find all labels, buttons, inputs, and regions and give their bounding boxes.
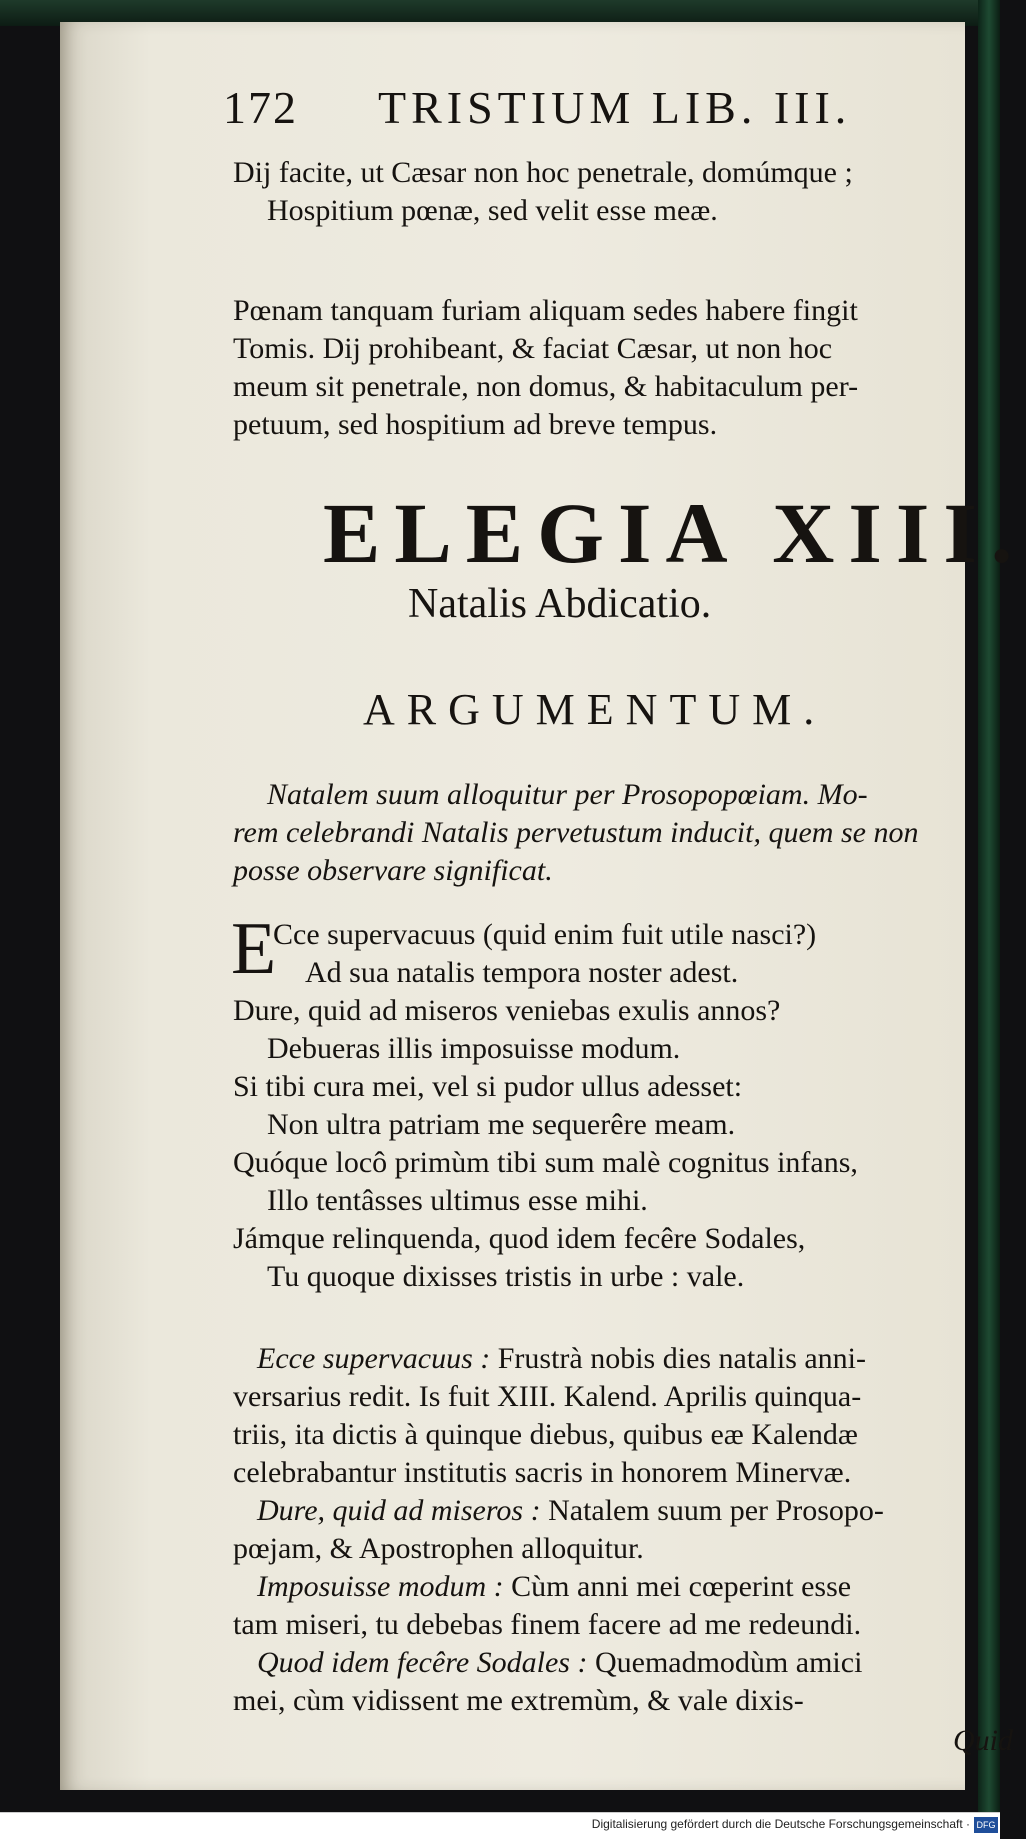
elegy-subtitle: Natalis Abdicatio.	[408, 581, 712, 627]
page-number: 172	[223, 82, 298, 133]
note-line: mei, cùm vidissent me extremùm, & vale dixis-	[233, 1684, 804, 1717]
poem-line: Debueras illis imposuisse modum.	[267, 1032, 681, 1065]
poem-line: Si tibi cura mei, vel si pudor ullus adesset:	[233, 1070, 743, 1103]
argument-line: rem celebrandi Natalis pervetustum inducit, quem se non	[233, 816, 919, 849]
note-text: Quemadmodùm amici	[594, 1646, 863, 1679]
drop-cap: E	[231, 908, 277, 990]
book-title: TRISTIUM LIB. III.	[378, 82, 852, 133]
note-line: pœjam, & Apostrophen alloquitur.	[233, 1532, 644, 1565]
argument-line: posse observare significat.	[233, 854, 553, 887]
poem-line: Illo tentâsses ultimus esse mihi.	[267, 1184, 648, 1217]
note-line	[257, 1644, 862, 1682]
note-line	[257, 1492, 884, 1530]
note-text: Frustrà nobis dies natalis anni-	[497, 1342, 867, 1375]
poem-line: Tu quoque dixisses tristis in urbe : vale.	[267, 1260, 745, 1293]
verse-line: Dij facite, ut Cæsar non hoc penetrale, domúmque ;	[233, 156, 853, 189]
poem-line: Cce supervacuus (quid enim fuit utile nasci?)	[273, 918, 817, 951]
note-line	[257, 1340, 866, 1378]
note-lemma: Ecce supervacuus :	[257, 1342, 491, 1375]
note-lemma: Dure, quid ad miseros :	[257, 1494, 541, 1527]
poem-line: Ad sua natalis tempora noster adest.	[305, 956, 739, 989]
argument-line: Natalem suum alloquitur per Prosopopœiam. Mo-	[267, 778, 868, 811]
note-line: versarius redit. Is fuit XIII. Kalend. Aprilis quinqua-	[233, 1380, 862, 1413]
poem-line: Non ultra patriam me sequerêre meam.	[267, 1108, 736, 1141]
poem-line: Dure, quid ad miseros veniebas exulis annos?	[233, 994, 781, 1027]
note-text: Cùm anni mei cœperint esse	[511, 1570, 852, 1603]
argument-heading: ARGUMENTUM.	[363, 685, 827, 734]
commentary-line: petuum, sed hospitium ad breve tempus.	[233, 408, 718, 441]
note-line: tam miseri, tu debebas finem facere ad me redeundi.	[233, 1608, 862, 1641]
note-line: celebrabantur institutis sacris in honorem Minervæ.	[233, 1456, 852, 1489]
commentary-line: Pœnam tanquam furiam aliquam sedes habere fingit	[233, 294, 858, 327]
catchword: Quid	[953, 1724, 1013, 1757]
footer-credit: Digitalisierung gefördert durch die Deutsche Forschungsgemeinschaft ·	[591, 1817, 970, 1831]
note-line	[257, 1568, 851, 1606]
note-line: triis, ita dictis à quinque diebus, quibus eæ Kalendæ	[233, 1418, 858, 1451]
note-lemma: Quod idem fecêre Sodales :	[257, 1646, 588, 1679]
verse-line: Hospitium pœnæ, sed velit esse meæ.	[267, 194, 718, 227]
note-text: Natalem suum per Prosopo-	[548, 1494, 884, 1527]
note-lemma: Imposuisse modum :	[257, 1570, 504, 1603]
poem-line: Quóque locô primùm tibi sum malè cognitus infans,	[233, 1146, 858, 1179]
commentary-line: meum sit penetrale, non domus, & habitaculum per-	[233, 370, 859, 403]
book-board-edge	[978, 0, 1000, 1839]
digitization-footer	[0, 1812, 1000, 1839]
poem-line: Jámque relinquenda, quod idem fecêre Sodales,	[233, 1222, 806, 1255]
elegy-title: ELEGIA XIII.	[323, 485, 1026, 581]
book-page	[60, 22, 1026, 1790]
dfg-logo-icon: DFG	[974, 1817, 998, 1833]
commentary-line: Tomis. Dij prohibeant, & faciat Cæsar, ut non hoc	[233, 332, 833, 365]
